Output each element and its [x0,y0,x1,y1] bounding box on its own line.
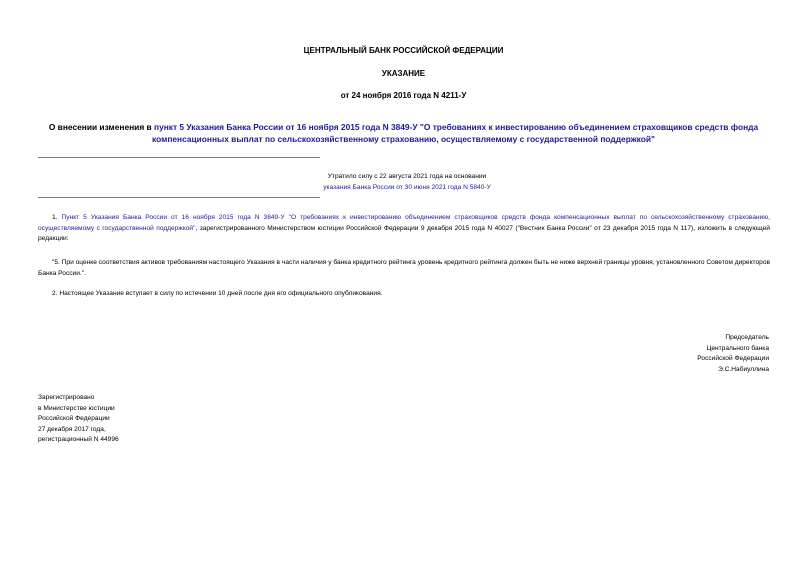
paragraph-3: 2. Настоящее Указание вступает в силу по истечении 10 дней после дня его официального опубликования. [52,290,383,297]
document-date-number: от 24 ноября 2016 года N 4211-У [340,91,467,100]
divider-top [38,157,320,158]
signature-name: Э.С.Набиуллина [718,365,769,373]
divider-bottom [38,197,320,198]
signature-block [697,333,769,375]
paragraph-1-text: , зарегистрированного Министерством юстиции Российской Федерации 9 декабря 2015 года N 40027 ("Вестник Банка России" от 23 декабря 2015 года N 117), изложить в следующей редакции: [38,224,770,242]
registration-number: регистрационный N 44996 [38,436,119,443]
document-subject [36,121,771,145]
lapse-note [296,171,518,193]
paragraph-1-number: 1. [52,214,62,221]
paragraph-1 [38,213,770,245]
signature-org: Центрального банка [706,344,769,352]
issuer-title: ЦЕНТРАЛЬНЫЙ БАНК РОССИЙСКОЙ ФЕДЕРАЦИИ [303,46,504,55]
registration-line-3: Российской Федерации [38,415,110,422]
registration-date: 27 декабря 2017 года, [38,425,106,433]
signature-country: Российской Федерации [697,355,769,362]
paragraph-2: "5. При оценке соответствия активов требованиям настоящего Указания в части наличия у банка кредитного рейтинга уровень кредитного рейтинга должен быть не ниже верхней границы уровня, установленного Советом директоров Банка России.". [38,259,770,277]
subject-prefix: О внесении изменения в [48,122,155,132]
lapse-link[interactable]: указания Банка России от 30 июня 2021 года N 5840-У [323,184,491,191]
lapse-text: Утратило силу с 22 августа 2021 года на основании [327,173,487,180]
document-type: УКАЗАНИЕ [381,69,426,78]
signature-position: Председатель [725,334,769,341]
registration-line-1: Зарегистрировано [38,394,95,401]
registration-block [38,393,119,446]
paragraph-1-link[interactable]: Пункт 5 Указания Банка России от 16 ноября 2015 года N 3849-У "О требованиях к инвестированию объединением страховщиков средств фонда компенсационных выплат по сельскохозяйственному страхованию, осуществляемому с государственной поддержкой" [38,214,770,232]
registration-line-2: в Министерстве юстиции [38,404,115,412]
subject-link[interactable]: пункт 5 Указания Банка России от 16 ноября 2015 года N 3849-У "О требованиях к инвестированию объединением страховщиков средств фонда компенсационных выплат по сельскохозяйственному страхованию, осуществляемому с государственной поддержкой" [152,122,759,144]
